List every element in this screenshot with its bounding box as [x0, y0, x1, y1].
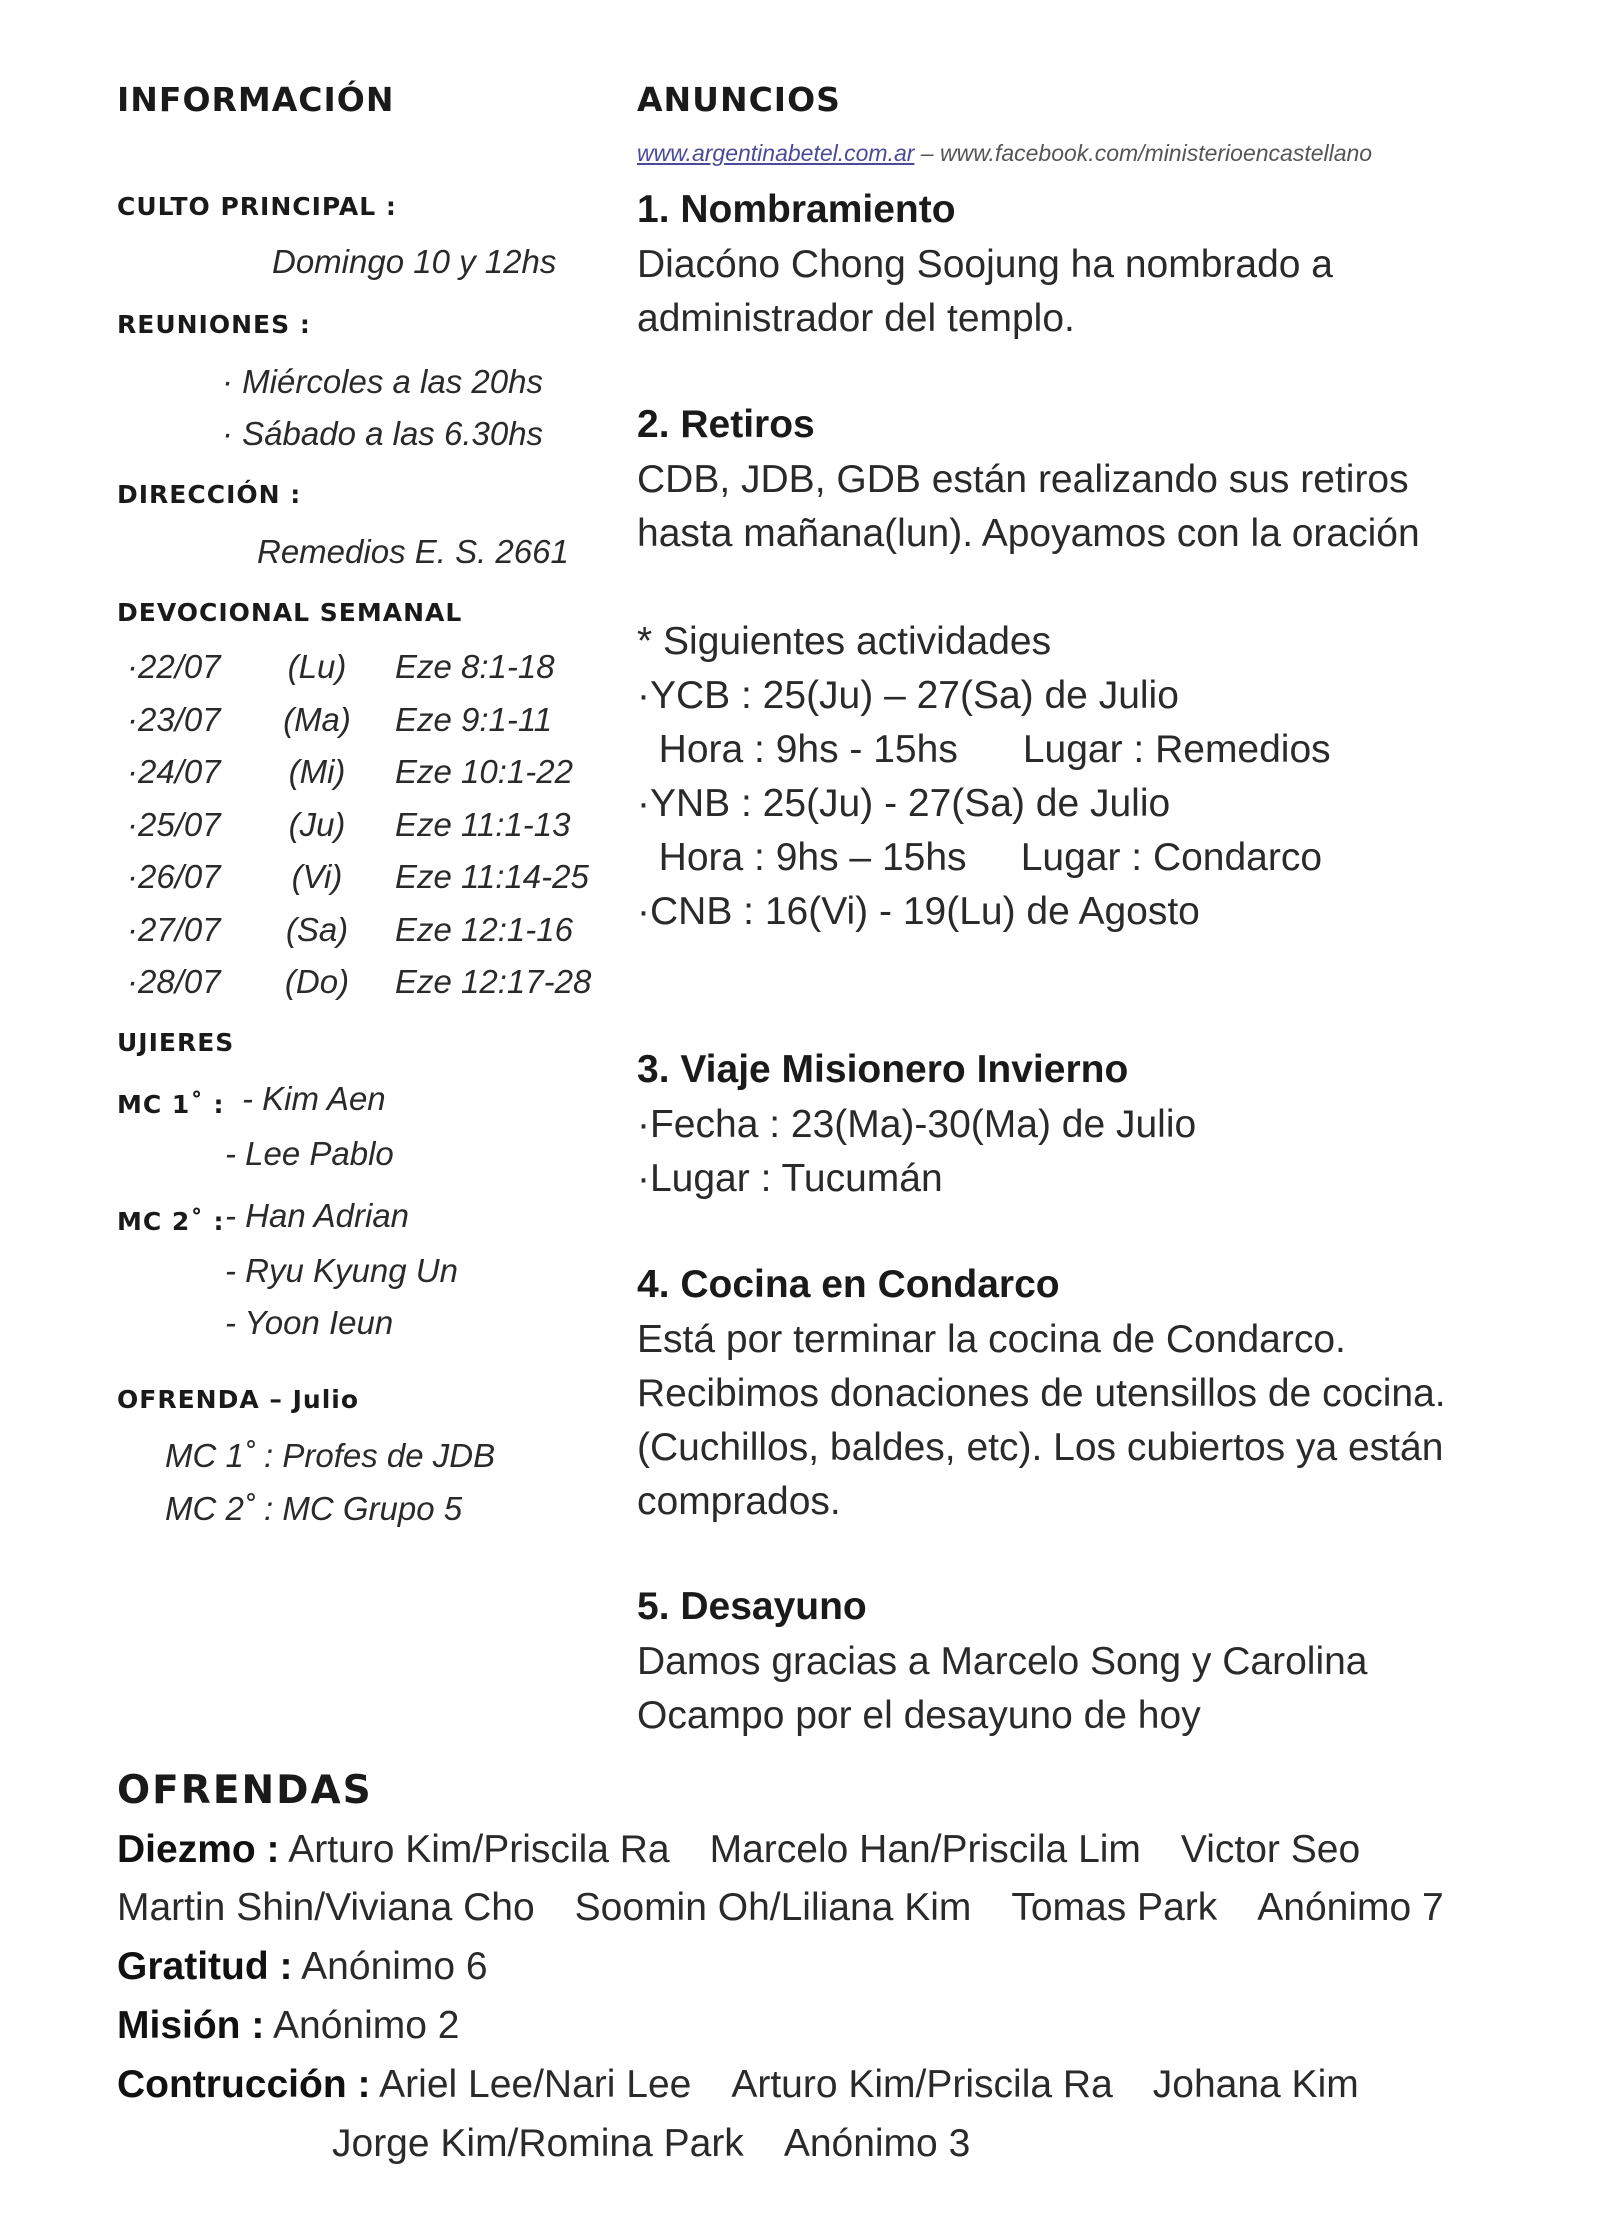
- devocional-ref: Eze 12:1-16: [395, 910, 573, 948]
- devocional-date: ·22/07: [127, 648, 221, 685]
- reunion-item: · Miércoles a las 20hs: [222, 363, 543, 400]
- devocional-day: (Sa): [285, 910, 349, 948]
- mc1-label: MC 1˚ :: [117, 1090, 225, 1119]
- devocional-day: (Do): [284, 963, 350, 1000]
- devocional-date: ·23/07: [127, 700, 221, 738]
- devocional-row: [127, 648, 587, 688]
- donor-name: Anónimo 3: [783, 2122, 971, 2165]
- construccion-line-2: [332, 2122, 970, 2166]
- website-link[interactable]: www.argentinabetel.com.ar: [637, 140, 915, 166]
- construccion-line: [117, 2063, 1359, 2107]
- devocional-day: (Mi): [288, 753, 346, 790]
- devocional-day: (Ju): [288, 805, 346, 843]
- facebook-link[interactable]: www.facebook.com/ministerioencastellano: [940, 140, 1373, 166]
- ofrenda-item: MC 2˚ : MC Grupo 5: [165, 1490, 463, 1527]
- ofrenda-label: OFRENDA – Julio: [117, 1385, 360, 1414]
- direccion-label: DIRECCIÓN :: [117, 480, 302, 509]
- link-separator: –: [914, 140, 940, 166]
- mision-line: [117, 2004, 459, 2048]
- donor-name: Johana Kim: [1152, 2063, 1359, 2106]
- announcement-body: Está por terminar la cocina de Condarco. Recibimos donaciones de utensillos de cocina. (Cuchillos, baldes, etc). Los cubiertos ya están comprados.: [637, 1318, 1446, 1523]
- culto-label: CULTO PRINCIPAL :: [117, 192, 397, 221]
- donor-name: Marcelo Han/Priscila Lim: [709, 1828, 1141, 1871]
- devocional-label: DEVOCIONAL SEMANAL: [117, 598, 463, 627]
- reunion-item: · Sábado a las 6.30hs: [222, 415, 544, 452]
- usher-name: - Lee Pablo: [225, 1135, 394, 1172]
- devocional-date: ·24/07: [127, 753, 221, 790]
- donor-name: Anónimo 6: [301, 1945, 488, 1988]
- donor-name: Arturo Kim/Priscila Ra: [288, 1828, 670, 1871]
- devocional-date: ·26/07: [127, 858, 221, 895]
- announcement-body: ·Fecha : 23(Ma)-30(Ma) de Julio ·Lugar : Tucumán: [637, 1103, 1197, 1200]
- devocional-day: (Ma): [283, 700, 351, 738]
- announcement-body: CDB, JDB, GDB están realizando sus retiros hasta mañana(lun). Apoyamos con la oración * Siguientes actividades ·YCB : 25(Ju) – 27(Sa) de Julio Hora : 9hs - 15hs Lugar : Remedios ·YNB : 25(Ju) - 27(Sa) de Julio Hora : 9hs – 15hs Lugar : Condarco ·CNB : 16(Vi) - 19(Lu) de Agosto: [637, 458, 1420, 933]
- announcement-body: Damos gracias a Marcelo Song y Carolina Ocampo por el desayuno de hoy: [637, 1640, 1368, 1737]
- devocional-row: [127, 806, 587, 846]
- gratitud-line: [117, 1945, 488, 1989]
- donor-name: Anónimo 7: [1257, 1886, 1444, 1929]
- anuncios-column: [637, 80, 1597, 1737]
- mc2-label: MC 2˚ :: [117, 1207, 225, 1236]
- devocional-ref: Eze 11:14-25: [395, 858, 589, 895]
- donor-name: Soomin Oh/Liliana Kim: [574, 1886, 972, 1929]
- announcement-title: 1. Nombramiento: [637, 188, 956, 231]
- ujieres-label: UJIERES: [117, 1028, 235, 1057]
- donor-name: Jorge Kim/Romina Park: [332, 2122, 744, 2165]
- devocional-day: (Vi): [291, 858, 343, 895]
- donor-name: Martin Shin/Viviana Cho: [117, 1886, 535, 1929]
- devocional-ref: Eze 9:1-11: [395, 700, 553, 738]
- devocional-row: [127, 753, 587, 793]
- usher-name: - Kim Aen: [242, 1080, 386, 1117]
- links-line: [637, 140, 1372, 167]
- devocional-row: [127, 963, 592, 1003]
- devocional-ref: Eze 8:1-18: [395, 648, 555, 685]
- announcement-title: 3. Viaje Misionero Invierno: [637, 1048, 1129, 1091]
- devocional-ref: Eze 11:1-13: [395, 805, 571, 843]
- announcement-title: 5. Desayuno: [637, 1585, 867, 1628]
- announcement-title: 4. Cocina en Condarco: [637, 1263, 1060, 1306]
- ofrenda-item: MC 1˚ : Profes de JDB: [165, 1437, 496, 1474]
- devocional-date: ·28/07: [127, 963, 221, 1000]
- gratitud-label: Gratitud :: [117, 1945, 293, 1988]
- devocional-row: [127, 701, 587, 741]
- announcement-body: Diacóno Chong Soojung ha nombrado a administrador del templo.: [637, 243, 1334, 340]
- construccion-label: Contrucción :: [117, 2063, 371, 2106]
- reuniones-label: REUNIONES :: [117, 310, 311, 339]
- devocional-row: [127, 858, 587, 898]
- usher-name: - Yoon Ieun: [225, 1304, 394, 1341]
- diezmo-label: Diezmo :: [117, 1828, 280, 1871]
- donor-name: Anónimo 2: [273, 2004, 460, 2047]
- devocional-ref: Eze 12:17-28: [395, 963, 592, 1000]
- usher-name: - Ryu Kyung Un: [225, 1252, 458, 1289]
- info-column: [117, 80, 592, 1527]
- ofrendas-title: OFRENDAS: [117, 1768, 373, 1813]
- mision-label: Misión :: [117, 2004, 265, 2047]
- donor-name: Tomas Park: [1011, 1886, 1218, 1929]
- devocional-date: ·27/07: [127, 910, 221, 948]
- donor-name: Arturo Kim/Priscila Ra: [731, 2063, 1113, 2106]
- diezmo-line: [117, 1828, 1360, 1872]
- direccion-value: Remedios E. S. 2661: [257, 533, 569, 570]
- anuncios-title: ANUNCIOS: [637, 80, 841, 119]
- diezmo-line-2: [117, 1886, 1444, 1930]
- usher-name: - Han Adrian: [225, 1197, 410, 1234]
- donor-name: Victor Seo: [1180, 1828, 1361, 1871]
- announcement-title: 2. Retiros: [637, 403, 815, 446]
- donor-name: Ariel Lee/Nari Lee: [379, 2063, 692, 2106]
- devocional-date: ·25/07: [127, 805, 221, 843]
- culto-value: Domingo 10 y 12hs: [272, 243, 557, 280]
- devocional-day: (Lu): [287, 648, 347, 685]
- devocional-ref: Eze 10:1-22: [395, 753, 573, 790]
- devocional-row: [127, 911, 587, 951]
- info-title: INFORMACIÓN: [117, 80, 395, 119]
